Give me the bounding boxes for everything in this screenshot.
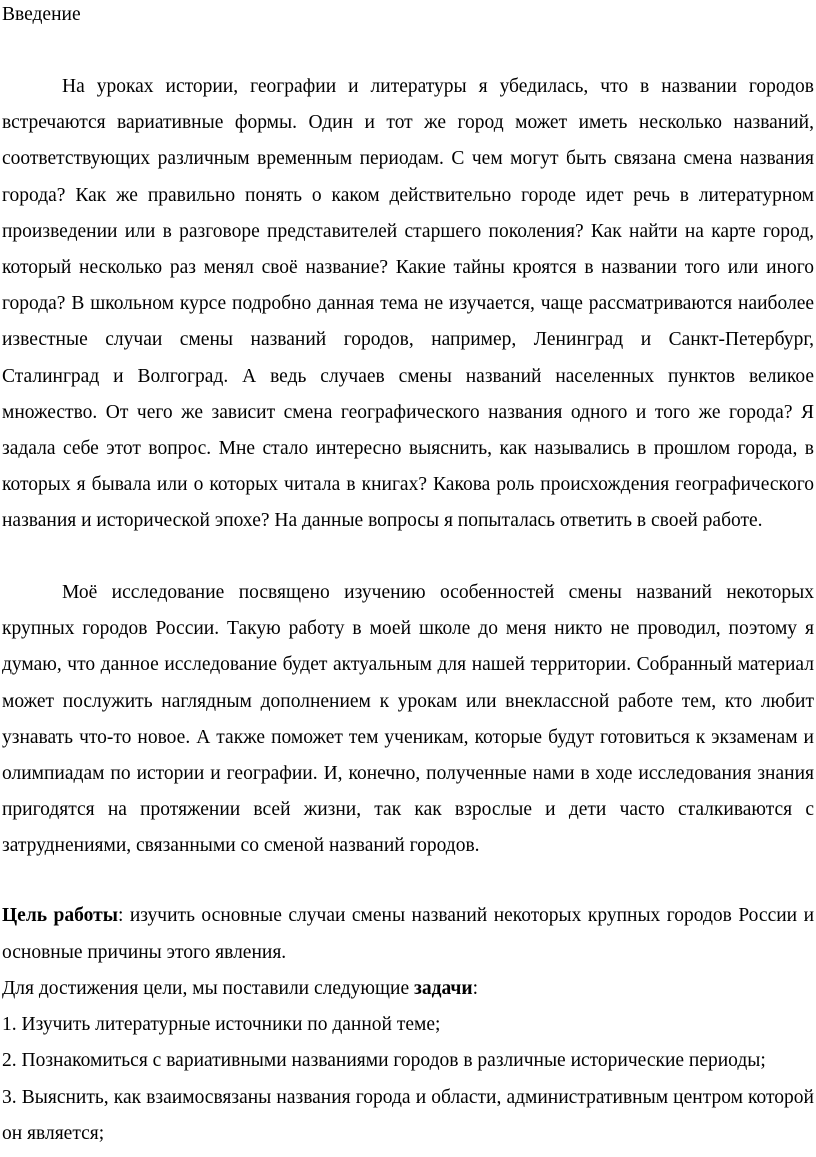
goal-label: Цель работы (2, 905, 118, 926)
task-item-2: 2. Познакомиться с вариативными названиями городов в различные исторические периоды; (2, 1050, 766, 1071)
paragraph-research-relevance: Моё исследование посвящено изучению особенностей смены названий некоторых крупных городов России. Такую работу в моей школе до меня никто не проводил, поэтому я думаю, что данное исследование будет актуальным для нашей территории. Собранный материал может послужить наглядным дополнением к урокам или внеклассной работе тем, кто любит узнавать что-то новое. А также поможет тем ученикам, которые будут готовиться к экзаменам и олимпиадам по истории и географии. И, конечно, полученные нами в ходе исследования знания пригодятся на протяжении всей жизни, так как взрослые и дети часто сталкиваются с затруднениями, связанными со сменой названий городов. (2, 582, 814, 857)
tasks-intro-text: Для достижения цели, мы поставили следующие (2, 978, 414, 999)
task-item-3: 3. Выяснить, как взаимосвязаны названия города и области, административным центром которой он является; (2, 1087, 814, 1145)
tasks-intro-colon: : (472, 978, 479, 999)
paragraph-introduction: На уроках истории, географии и литературы я убедилась, что в названии городов встречаются вариативные формы. Один и тот же город может иметь несколько названий, соответствующих различным временным периодам. С чем могут быть связана смена названия города? Как же правильно понять о каком действительно городе идет речь в литературном произведении или в разговоре представителей старшего поколения? Как найти на карте город, который несколько раз менял своё название? Какие тайны кроятся в названии того или иного города? В школьном курсе подробно данная тема не изучается, чаще рассматриваются наиболее известные случаи смены названий городов, например, Ленинград и Санкт-Петербург, Сталинград и Волгоград. А ведь случаев смены названий населенных пунктов великое множество. От чего же зависит смена географического названия одного и того же города? Я задала себе этот вопрос. Мне стало интересно выяснить, как назывались в прошлом города, в которых я бывала или о которых читала в книгах? Какова роль происхождения географического названия и исторической эпохе? На данные вопросы я попыталась ответить в своей работе. (2, 76, 814, 532)
goal-paragraph (2, 898, 814, 971)
tasks-intro (2, 971, 814, 1008)
tasks-keyword: задачи (414, 978, 473, 999)
document-heading: Введение (2, 4, 81, 25)
goal-text: изучить основные случаи смены названий некоторых крупных городов России и основные причины этого явления. (2, 905, 814, 963)
goal-colon: : (117, 905, 124, 926)
task-item-1: 1. Изучить литературные источники по данной теме; (2, 1014, 441, 1035)
